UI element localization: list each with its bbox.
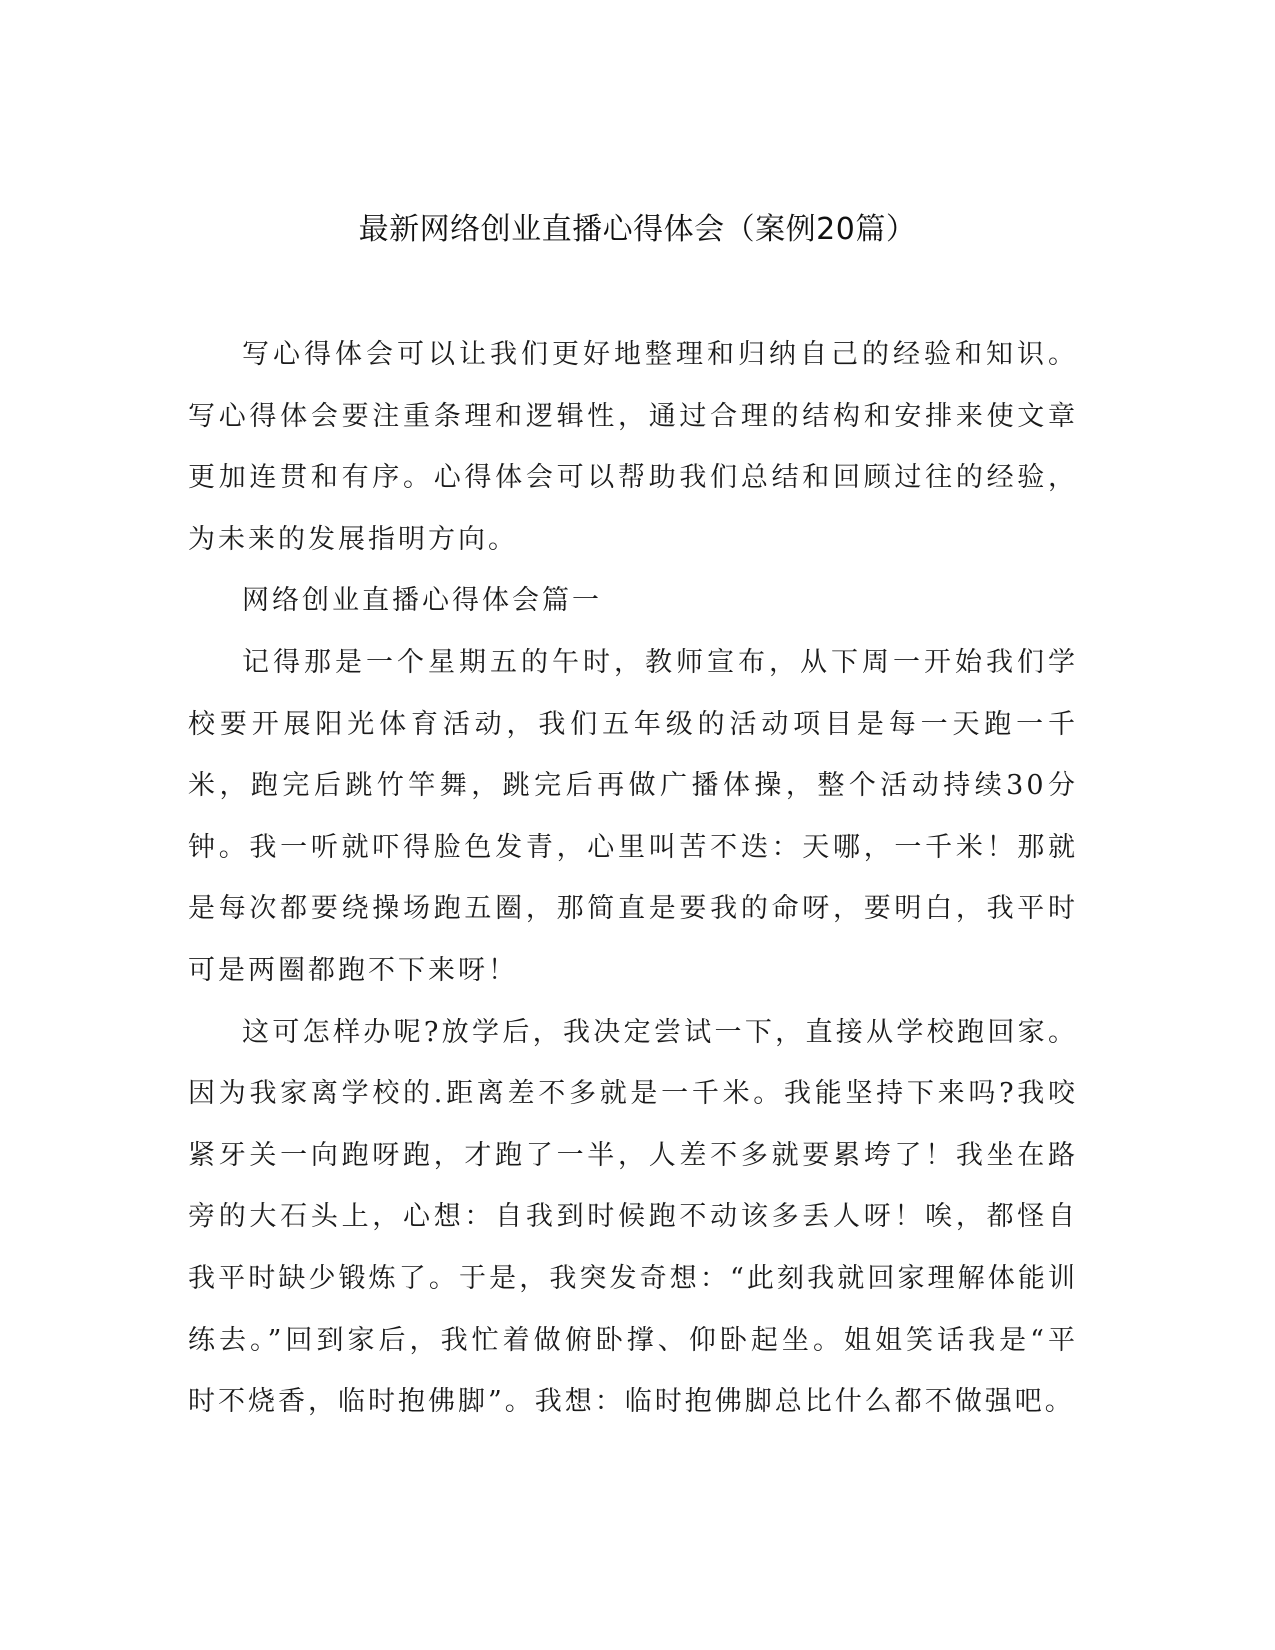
body-paragraph: 这可怎样办呢?放学后，我决定尝试一下，直接从学校跑回家。因为我家离学校的.距离差不多就是一千米。我能坚持下来吗?我咬紧牙关一向跑呀跑，才跑了一半，人差不多就要累垮了！我坐在路旁的大石头上，心想：自我到时候跑不动该多丢人呀！唉，都怪自我平时缺少锻炼了。于是，我突发奇想：“此刻我就回家理解体能训练去。”回到家后，我忙着做俯卧撑、仰卧起坐。姐姐笑话我是“平时不烧香，临时抱佛脚”。我想：临时抱佛脚总比什么都不做强吧。: [188, 1016, 1078, 1418]
body-paragraph: 记得那是一个星期五的午时，教师宣布，从下周一开始我们学校要开展阳光体育活动，我们五年级的活动项目是每一天跑一千米，跑完后跳竹竿舞，跳完后再做广播体操，整个活动持续30分钟。我一听就吓得脸色发青，心里叫苦不迭：天哪，一千米！那就是每次都要绕操场跑五圈，那简直是要我的命呀，要明白，我平时可是两圈都跑不下来呀！: [188, 646, 1078, 986]
intro-paragraph: 写心得体会可以让我们更好地整理和归纳自己的经验和知识。写心得体会要注重条理和逻辑性，通过合理的结构和安排来使文章更加连贯和有序。心得体会可以帮助我们总结和回顾过往的经验，为未来的发展指明方向。: [188, 339, 1078, 555]
document-body: [188, 324, 1078, 1433]
document-title: 最新网络创业直播心得体会（案例20篇）: [358, 212, 917, 247]
section-heading: 网络创业直播心得体会篇一: [242, 585, 602, 617]
